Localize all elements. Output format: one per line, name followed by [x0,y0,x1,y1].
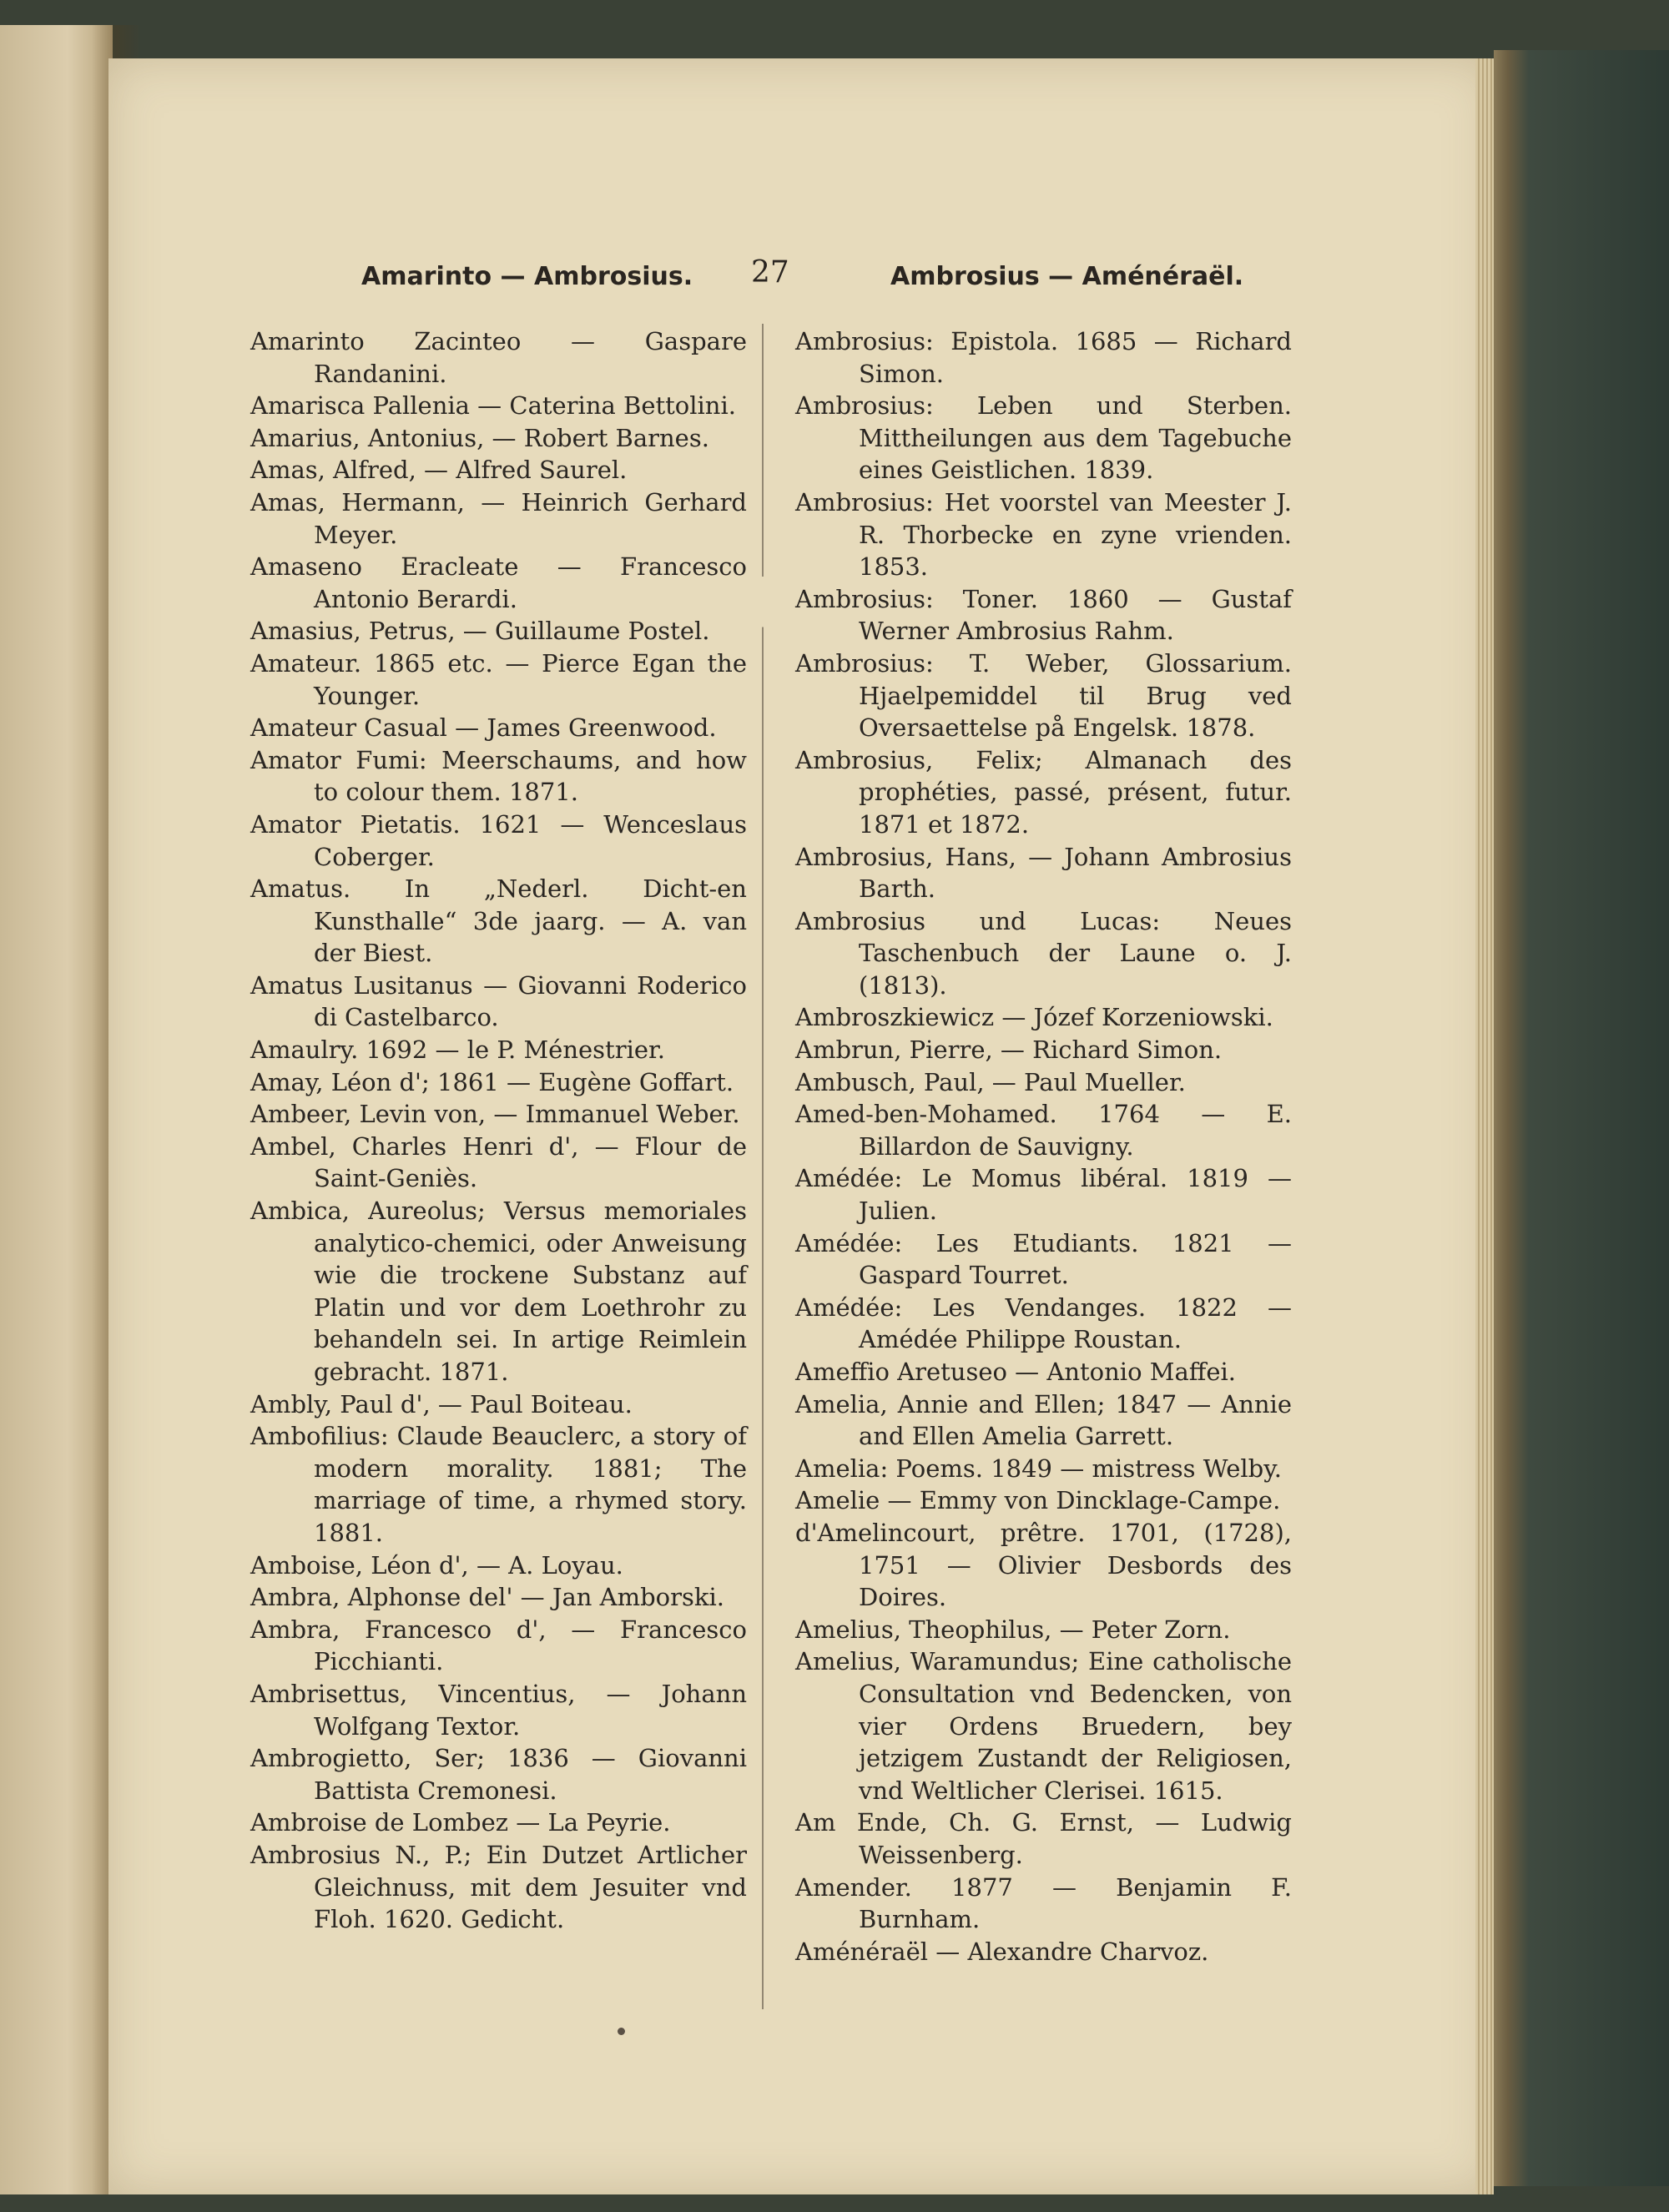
index-entry: Ambrisettus, Vincentius, — Johann Wolfgang Textor. [250,1679,747,1741]
index-entry: Ambica, Aureolus; Versus memoriales analytico-chemici, oder Anweisung wie die trockene Substanz auf Platin und vor dem Loethrohr zu behandeln sei. In artige Reimlein gebracht. 1871. [250,1197,747,1386]
index-entry: Ambrosius und Lucas: Neues Taschenbuch der Laune o. J. (1813). [795,906,1292,1000]
index-entry: Amateur Casual — James Greenwood. [250,713,717,743]
index-entry: Ambrosius: Het voorstel van Meester J. R. Thorbecke en zyne vrienden. 1853. [795,487,1292,582]
index-entry: Amed-ben-Mohamed. 1764 — E. Billardon de Sauvigny. [795,1100,1292,1161]
index-entry: Amas, Alfred, — Alfred Saurel. [250,456,628,485]
index-entry: Amarinto Zacinteo — Gaspare Randanini. [250,327,747,388]
running-header [108,255,1494,305]
index-entry: Ambrogietto, Ser; 1836 — Giovanni Battista Cremonesi. [250,1744,747,1805]
index-entry: Amelia, Annie and Ellen; 1847 — Annie and Ellen Amelia Garrett. [795,1389,1292,1451]
index-entry: Ambofilius: Claude Beauclerc, a story of modern morality. 1881; The marriage of time, a rhymed story. 1881. [250,1422,747,1547]
page-mark [618,2028,625,2035]
index-entry: Amarisca Pallenia — Caterina Bettolini. [250,391,736,421]
index-entry: Amay, Léon d'; 1861 — Eugène Goffart. [250,1067,734,1096]
index-entry: Ambeer, Levin von, — Immanuel Weber. [250,1100,740,1129]
index-entry: Ambrosius N., P.; Ein Dutzet Artlicher Gleichnuss, mit dem Jesuiter vnd Floh. 1620. Gedicht. [250,1840,747,1934]
index-entry: Aménéraël — Alexandre Charvoz. [795,1937,1209,1966]
index-entry: Amédée: Les Vendanges. 1822 — Amédée Philippe Roustan. [795,1292,1292,1354]
index-entry: Amarius, Antonius, — Robert Barnes. [250,423,709,452]
index-entry: Amboise, Léon d', — A. Loyau. [250,1550,623,1580]
index-entry: Amelius, Theophilus, — Peter Zorn. [795,1615,1231,1644]
index-entry: Ambrun, Pierre, — Richard Simon. [795,1035,1223,1065]
index-entry: Ambrosius: T. Weber, Glossarium. Hjaelpemiddel til Brug ved Oversaettelse på Engelsk. 1878. [795,648,1292,743]
index-entry: Ambroszkiewicz — Józef Korzeniowski. [795,1003,1273,1032]
index-entry: Ambra, Francesco d', — Francesco Picchianti. [250,1615,747,1676]
index-entry: Ambrosius, Hans, — Johann Ambrosius Barth. [795,842,1292,904]
page-number: 27 [751,255,789,290]
index-entry: Ambrosius, Felix; Almanach des prophéties, passé, présent, futur. 1871 et 1872. [795,745,1292,839]
index-entry: Ambrosius: Epistola. 1685 — Richard Simon. [795,327,1292,388]
index-entry: Amator Pietatis. 1621 — Wenceslaus Coberger. [250,809,747,871]
index-entry: Ambrosius: Leben und Sterben. Mittheilungen aus dem Tagebuche eines Geistlichen. 1839. [795,391,1292,485]
index-entry: Amator Fumi: Meerschaums, and how to colour them. 1871. [250,745,747,807]
index-entry: Amelius, Waramundus; Eine catholische Consultation vnd Bedencken, von vier Ordens Bruedern, bey jetzigem Zustandt der Religiosen, vnd Weltlicher Clerisei. 1615. [795,1647,1292,1805]
book-page [108,58,1494,2194]
index-entry: Ambra, Alphonse del' — Jan Amborski. [250,1583,724,1612]
index-entry: Amatus. In „Nederl. Dicht-en Kunsthalle“ 3de jaarg. — A. van der Biest. [250,874,747,968]
index-entry: Amédée: Les Etudiants. 1821 — Gaspard Tourret. [795,1228,1292,1290]
index-entry: d'Amelincourt, prêtre. 1701, (1728), 1751 — Olivier Desbords des Doires. [795,1518,1292,1612]
header-left: Amarinto — Ambrosius. [361,262,693,291]
column-rule [762,324,764,2009]
index-entry: Ameffio Aretuseo — Antonio Maffei. [795,1358,1237,1386]
index-entry: Amelia: Poems. 1849 — mistress Welby. [795,1454,1282,1483]
index-entry: Ambusch, Paul, — Paul Mueller. [795,1067,1186,1096]
index-entry: Ambly, Paul d', — Paul Boiteau. [250,1389,633,1418]
left-column [250,325,747,1936]
index-entry: Amas, Hermann, — Heinrich Gerhard Meyer. [250,487,747,549]
index-entry: Am Ende, Ch. G. Ernst, — Ludwig Weissenberg. [795,1808,1292,1869]
index-entry: Amaseno Eracleate — Francesco Antonio Berardi. [250,552,747,613]
index-entry: Amaulry. 1692 — le P. Ménestrier. [250,1035,665,1065]
index-entry: Ambroise de Lombez — La Peyrie. [250,1808,671,1837]
header-right: Ambrosius — Aménéraël. [890,262,1244,291]
index-entry: Ambel, Charles Henri d', — Flour de Saint-Geniès. [250,1131,747,1193]
index-entry: Amédée: Le Momus libéral. 1819 — Julien. [795,1164,1292,1226]
page-stack-edge [1475,58,1494,2194]
index-entry: Amelie — Emmy von Dincklage-Campe. [795,1486,1281,1515]
index-entry: Amasius, Petrus, — Guillaume Postel. [250,617,710,646]
right-column [795,325,1292,1968]
book-cover-edge [1494,50,1669,2186]
index-entry: Ambrosius: Toner. 1860 — Gustaf Werner Ambrosius Rahm. [795,584,1292,646]
index-entry: Amatus Lusitanus — Giovanni Roderico di Castelbarco. [250,970,747,1032]
index-entry: Amateur. 1865 etc. — Pierce Egan the Younger. [250,648,747,710]
index-entry: Amender. 1877 — Benjamin F. Burnham. [795,1872,1292,1934]
